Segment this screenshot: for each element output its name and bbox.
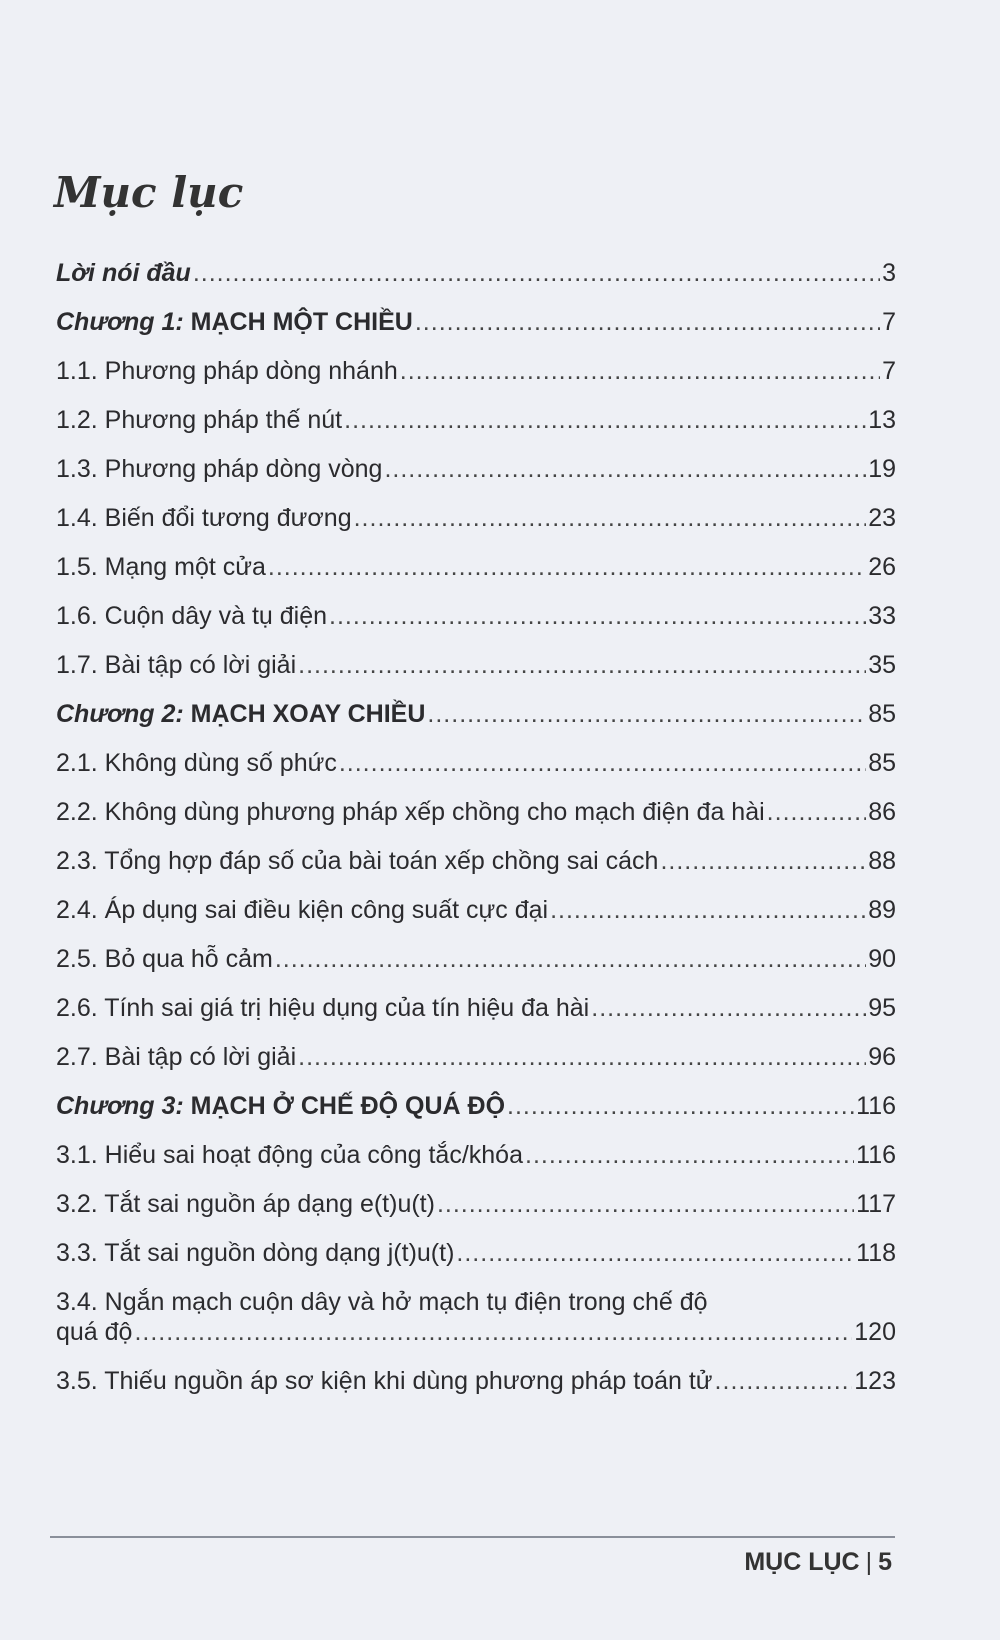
leader-dots (329, 601, 866, 631)
entry-page: 33 (868, 602, 896, 630)
toc-entry-line2 (56, 1317, 896, 1347)
toc-entry (56, 1140, 896, 1170)
toc-entry (56, 454, 896, 484)
chapter-page: 116 (856, 1092, 896, 1120)
leader-dots (660, 846, 866, 876)
entry-label: 3.2. Tắt sai nguồn áp dạng e(t)u(t) (56, 1190, 435, 1218)
entry-label-continued: quá độ (56, 1318, 133, 1346)
toc-entry (56, 748, 896, 778)
chapter-prefix: Chương 2: (56, 700, 184, 728)
toc-entry-line1 (56, 1287, 896, 1317)
leader-dots (456, 1238, 854, 1268)
entry-label: 2.7. Bài tập có lời giải (56, 1043, 297, 1071)
chapter-page: 7 (882, 308, 896, 336)
chapter-name: MẠCH Ở CHẾ ĐỘ QUÁ ĐỘ (190, 1092, 506, 1120)
leader-dots (298, 650, 866, 680)
toc-entry (56, 1189, 896, 1219)
entry-label: 1.7. Bài tập có lời giải (56, 651, 297, 679)
toc-entry (56, 650, 896, 680)
toc-entry (56, 1366, 896, 1396)
leader-dots (384, 454, 866, 484)
entry-page: 117 (856, 1190, 896, 1218)
chapter-name: MẠCH MỘT CHIỀU (190, 308, 413, 336)
leader-dots (354, 503, 867, 533)
leader-dots (715, 1366, 853, 1396)
entry-page: 13 (868, 406, 896, 434)
leader-dots (427, 699, 866, 729)
leader-dots (298, 1042, 866, 1072)
leader-dots (193, 258, 880, 288)
chapter-page: 85 (868, 700, 896, 728)
toc-entry (56, 1042, 896, 1072)
leader-dots (591, 993, 866, 1023)
entry-page: 85 (868, 749, 896, 777)
entry-page: 35 (868, 651, 896, 679)
leader-dots (437, 1189, 854, 1219)
footer-page-number: 5 (878, 1548, 892, 1576)
chapter-2-heading (56, 699, 896, 729)
toc-entry (56, 503, 896, 533)
entry-label: 1.1. Phương pháp dòng nhánh (56, 357, 398, 385)
entry-label: 2.4. Áp dụng sai điều kiện công suất cực đại (56, 896, 549, 924)
entry-label: 1.2. Phương pháp thế nút (56, 406, 343, 434)
entry-page: 23 (868, 504, 896, 532)
footer-rule (50, 1536, 895, 1538)
page-footer (744, 1548, 892, 1577)
entry-label: 3.3. Tắt sai nguồn dòng dạng j(t)u(t) (56, 1239, 455, 1267)
leader-dots (344, 405, 866, 435)
entry-label: 2.6. Tính sai giá trị hiệu dụng của tín hiệu đa hài (56, 994, 590, 1022)
leader-dots (525, 1140, 854, 1170)
entry-page: 26 (868, 553, 896, 581)
entry-page: 89 (868, 896, 896, 924)
toc-entry (56, 993, 896, 1023)
preface-page: 3 (882, 259, 896, 287)
toc-entry (56, 552, 896, 582)
entry-label: 1.5. Mạng một cửa (56, 553, 266, 581)
leader-dots (339, 748, 866, 778)
chapter-1-heading (56, 307, 896, 337)
toc-title: Mục lục (54, 168, 244, 217)
entry-page: 88 (868, 847, 896, 875)
entry-label: 3.5. Thiếu nguồn áp sơ kiện khi dùng phương pháp toán tử (56, 1367, 713, 1395)
toc-entry (56, 846, 896, 876)
chapter-prefix: Chương 1: (56, 308, 184, 336)
entry-label: 2.3. Tổng hợp đáp số của bài toán xếp chồng sai cách (56, 847, 659, 875)
entry-page: 86 (868, 798, 896, 826)
entry-label: 1.4. Biến đổi tương đương (56, 504, 352, 532)
toc-entry (56, 405, 896, 435)
entry-page: 90 (868, 945, 896, 973)
entry-page: 123 (854, 1367, 896, 1395)
chapter-name: MẠCH XOAY CHIỀU (190, 700, 426, 728)
leader-dots (767, 797, 867, 827)
preface-label: Lời nói đầu (56, 259, 191, 287)
leader-dots (415, 307, 880, 337)
leader-dots (134, 1317, 852, 1347)
entry-page: 116 (856, 1141, 896, 1169)
toc-entry (56, 601, 896, 631)
entry-page: 7 (882, 357, 896, 385)
toc-entry (56, 944, 896, 974)
toc-entry (56, 797, 896, 827)
toc-entry (56, 356, 896, 386)
leader-dots (275, 944, 866, 974)
entry-label: 1.3. Phương pháp dòng vòng (56, 455, 383, 483)
entry-label: 2.5. Bỏ qua hỗ cảm (56, 945, 273, 973)
footer-section: MỤC LỤC (744, 1548, 860, 1576)
chapter-prefix: Chương 3: (56, 1092, 184, 1120)
entry-label: 2.1. Không dùng số phức (56, 749, 337, 777)
entry-label: 1.6. Cuộn dây và tụ điện (56, 602, 328, 630)
entry-label: 2.2. Không dùng phương pháp xếp chồng cho mạch điện đa hài (56, 798, 765, 826)
entry-label: 3.4. Ngắn mạch cuộn dây và hở mạch tụ điện trong chế độ (56, 1288, 708, 1316)
leader-dots (550, 895, 866, 925)
toc-list (56, 258, 896, 1415)
entry-page: 95 (868, 994, 896, 1022)
entry-page: 19 (868, 455, 896, 483)
toc-entry (56, 1238, 896, 1268)
entry-page: 118 (856, 1239, 896, 1267)
leader-dots (507, 1091, 854, 1121)
leader-dots (268, 552, 866, 582)
toc-entry (56, 895, 896, 925)
toc-entry-preface (56, 258, 896, 288)
footer-separator: | (865, 1548, 873, 1576)
chapter-3-heading (56, 1091, 896, 1121)
entry-page: 96 (868, 1043, 896, 1071)
entry-page: 120 (854, 1318, 896, 1346)
entry-label: 3.1. Hiểu sai hoạt động của công tắc/khóa (56, 1141, 523, 1169)
leader-dots (400, 356, 880, 386)
